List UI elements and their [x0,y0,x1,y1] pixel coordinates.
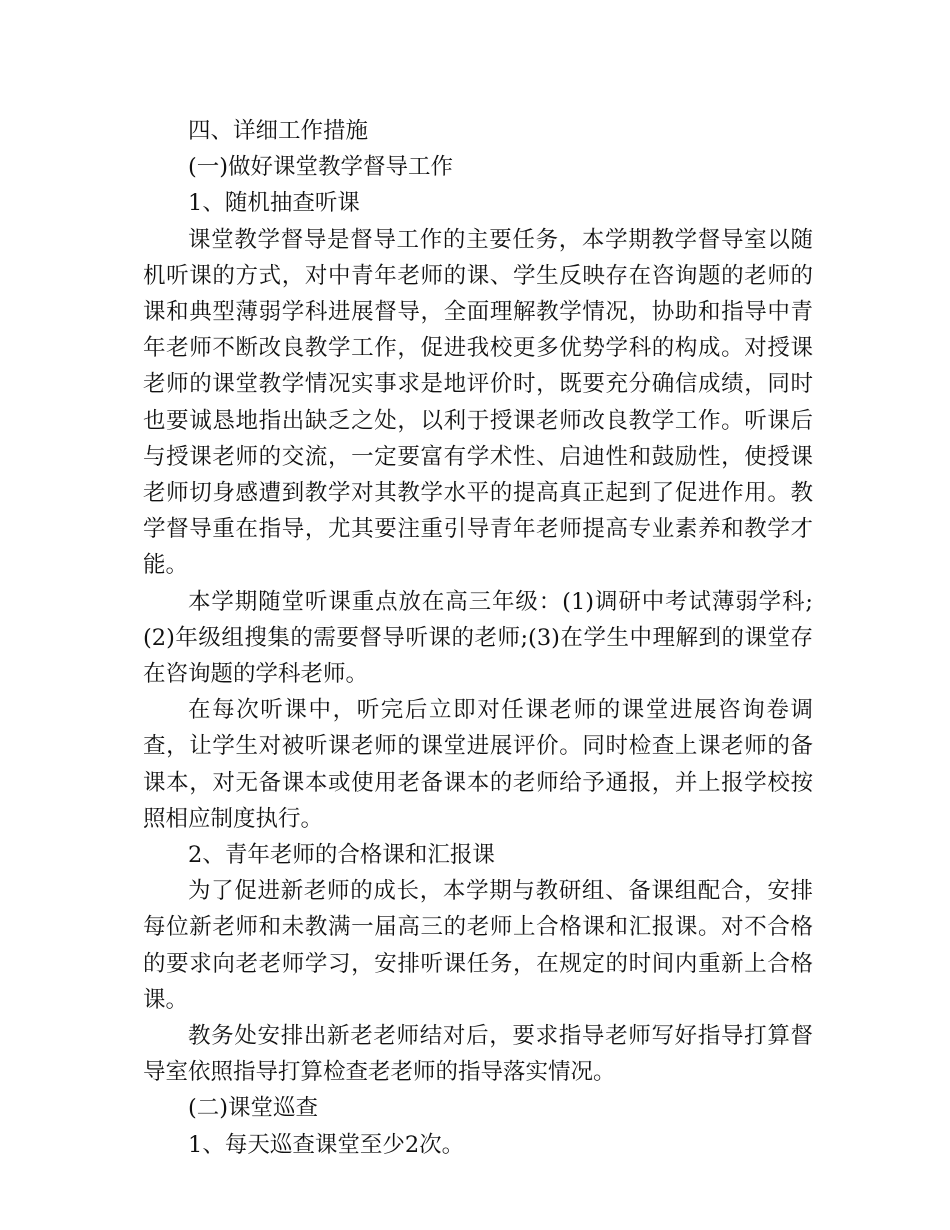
subsection-heading: (一)做好课堂教学督导工作 [188,154,454,181]
section-heading: 四、详细工作措施 [188,118,369,144]
item-heading: 1、随机抽查听课 [188,190,360,217]
body-paragraph: 教务处安排出新老老师结对后，要求指导老师写好指导打算督导室依照指导打算检查老老师的指导落实情况。 [143,1023,813,1086]
body-paragraph: 为了促进新老师的成长，本学期与教研组、备课组配合，安排每位新老师和未教满一届高三的老师上合格课和汇报课。对不合格的要求向老老师学习，安排听课任务，在规定的时间内重新上合格课。 [143,878,813,1013]
subsection-heading: (二)课堂巡查 [188,1095,319,1122]
body-paragraph: 本学期随堂听课重点放在高三年级：(1)调研中考试薄弱学科;(2)年级组搜集的需要督导听课的老师;(3)在学生中理解到的课堂存在咨询题的学科老师。 [143,588,813,688]
document-body [143,113,813,1163]
item-heading: 2、青年老师的合格课和汇报课 [188,842,495,869]
body-paragraph: 在每次听课中，听完后立即对任课老师的课堂进展咨询卷调查，让学生对被听课老师的课堂进展评价。同时检查上课老师的备课本，对无备课本或使用老备课本的老师给予通报，并上报学校按照相应制度执行。 [143,697,813,832]
body-paragraph: 课堂教学督导是督导工作的主要任务，本学期教学督导室以随机听课的方式，对中青年老师的课、学生反映存在咨询题的老师的课和典型薄弱学科进展督导，全面理解教学情况，协助和指导中青年老师不断改良教学工作，促进我校更多优势学科的构成。对授课老师的课堂教学情况实事求是地评价时，既要充分确信成绩，同时也要诚恳地指出缺乏之处，以利于授课老师改良教学工作。听课后与授课老师的交流，一定要富有学术性、启迪性和鼓励性，使授课老师切身感遭到教学对其教学水平的提高真正起到了促进作用。教学督导重在指导，尤其要注重引导青年老师提高专业素养和教学才能。 [143,226,813,579]
item-heading: 1、每天巡查课堂至少2次。 [188,1131,465,1158]
